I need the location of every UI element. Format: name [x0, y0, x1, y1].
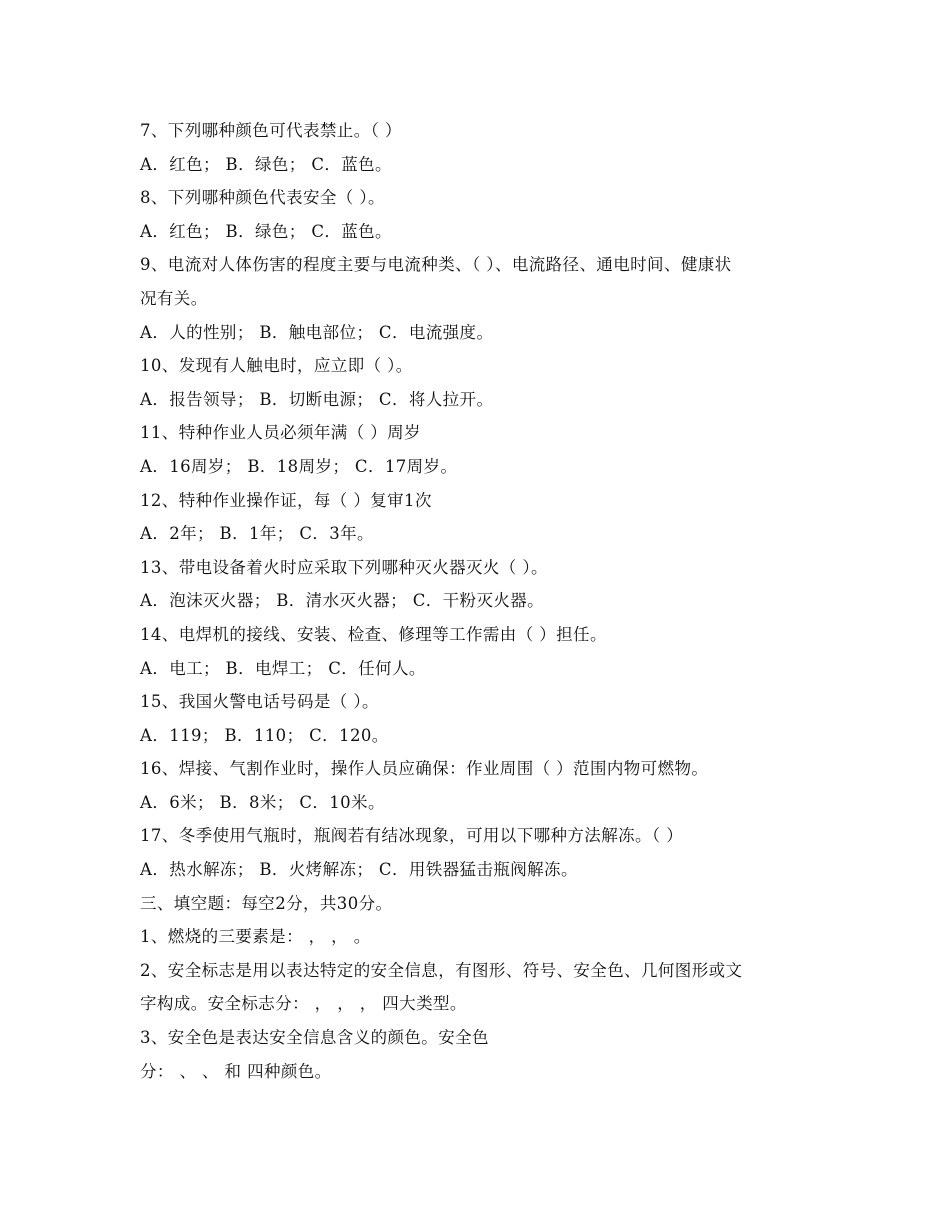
question-10-options: A．报告领导； B．切断电源； C．将人拉开。: [140, 389, 494, 409]
question-15-options: A．119； B．110； C．120。: [140, 725, 389, 745]
fill-question-3: 3、安全色是表达安全信息含义的颜色。安全色: [140, 1028, 489, 1048]
section-heading-fill-in: 三、填空题：每空2分，共30分。: [140, 893, 393, 913]
question-17-options: A．热水解冻； B．火烤解冻； C．用铁器猛击瓶阀解冻。: [140, 860, 578, 880]
question-13-options: A．泡沫灭火器； B．清水灭火器； C．干粉灭火器。: [140, 591, 545, 611]
question-14: 14、电焊机的接线、安装、检查、修理等工作需由（ ）担任。: [140, 624, 607, 644]
fill-question-1: 1、燃烧的三要素是： ， ， 。: [140, 927, 371, 947]
question-16-options: A．6米； B．8米； C．10米。: [140, 792, 385, 812]
fill-question-3-continued: 分： 、 、 和 四种颜色。: [140, 1061, 332, 1081]
question-9-continued: 况有关。: [140, 288, 208, 308]
question-7: 7、下列哪种颜色可代表禁止。（ ）: [140, 121, 402, 140]
question-13: 13、带电设备着火时应采取下列哪种灭火器灭火（ ）。: [140, 557, 548, 577]
question-9-options: A．人的性别； B．触电部位； C．电流强度。: [140, 322, 494, 342]
question-15: 15、我国火警电话号码是（ ）。: [140, 692, 379, 712]
question-12-options: A．2年； B．1年； C．3年。: [140, 524, 374, 544]
question-12: 12、特种作业操作证，每（ ）复审1次: [140, 490, 432, 510]
question-16: 16、焊接、气割作业时，操作人员应确保：作业周围（ ）范围内物可燃物。: [140, 759, 709, 779]
question-11: 11、特种作业人员必须年满（ ）周岁: [140, 423, 421, 443]
fill-question-2: 2、安全标志是用以表达特定的安全信息，有图形、符号、安全色、几何图形或文: [140, 960, 743, 980]
question-9: 9、电流对人体伤害的程度主要与电流种类、（ ）、电流路径、通电时间、健康状: [140, 255, 732, 275]
question-10: 10、发现有人触电时，应立即（ ）。: [140, 356, 413, 376]
fill-question-2-continued: 字构成。安全标志分： ， ， ， 四大类型。: [140, 994, 467, 1014]
question-17: 17、冬季使用气瓶时，瓶阀若有结冰现象，可用以下哪种方法解冻。（ ）: [140, 826, 684, 846]
question-8-options: A．红色； B．绿色； C．蓝色。: [140, 221, 392, 241]
question-14-options: A．电工； B．电焊工； C．任何人。: [140, 658, 426, 678]
document-body: [140, 114, 820, 1088]
question-11-options: A．16周岁； B．18周岁； C．17周岁。: [140, 456, 458, 476]
question-8: 8、下列哪种颜色代表安全（ ）。: [140, 188, 385, 208]
question-7-options: A．红色； B．绿色； C．蓝色。: [140, 154, 392, 174]
